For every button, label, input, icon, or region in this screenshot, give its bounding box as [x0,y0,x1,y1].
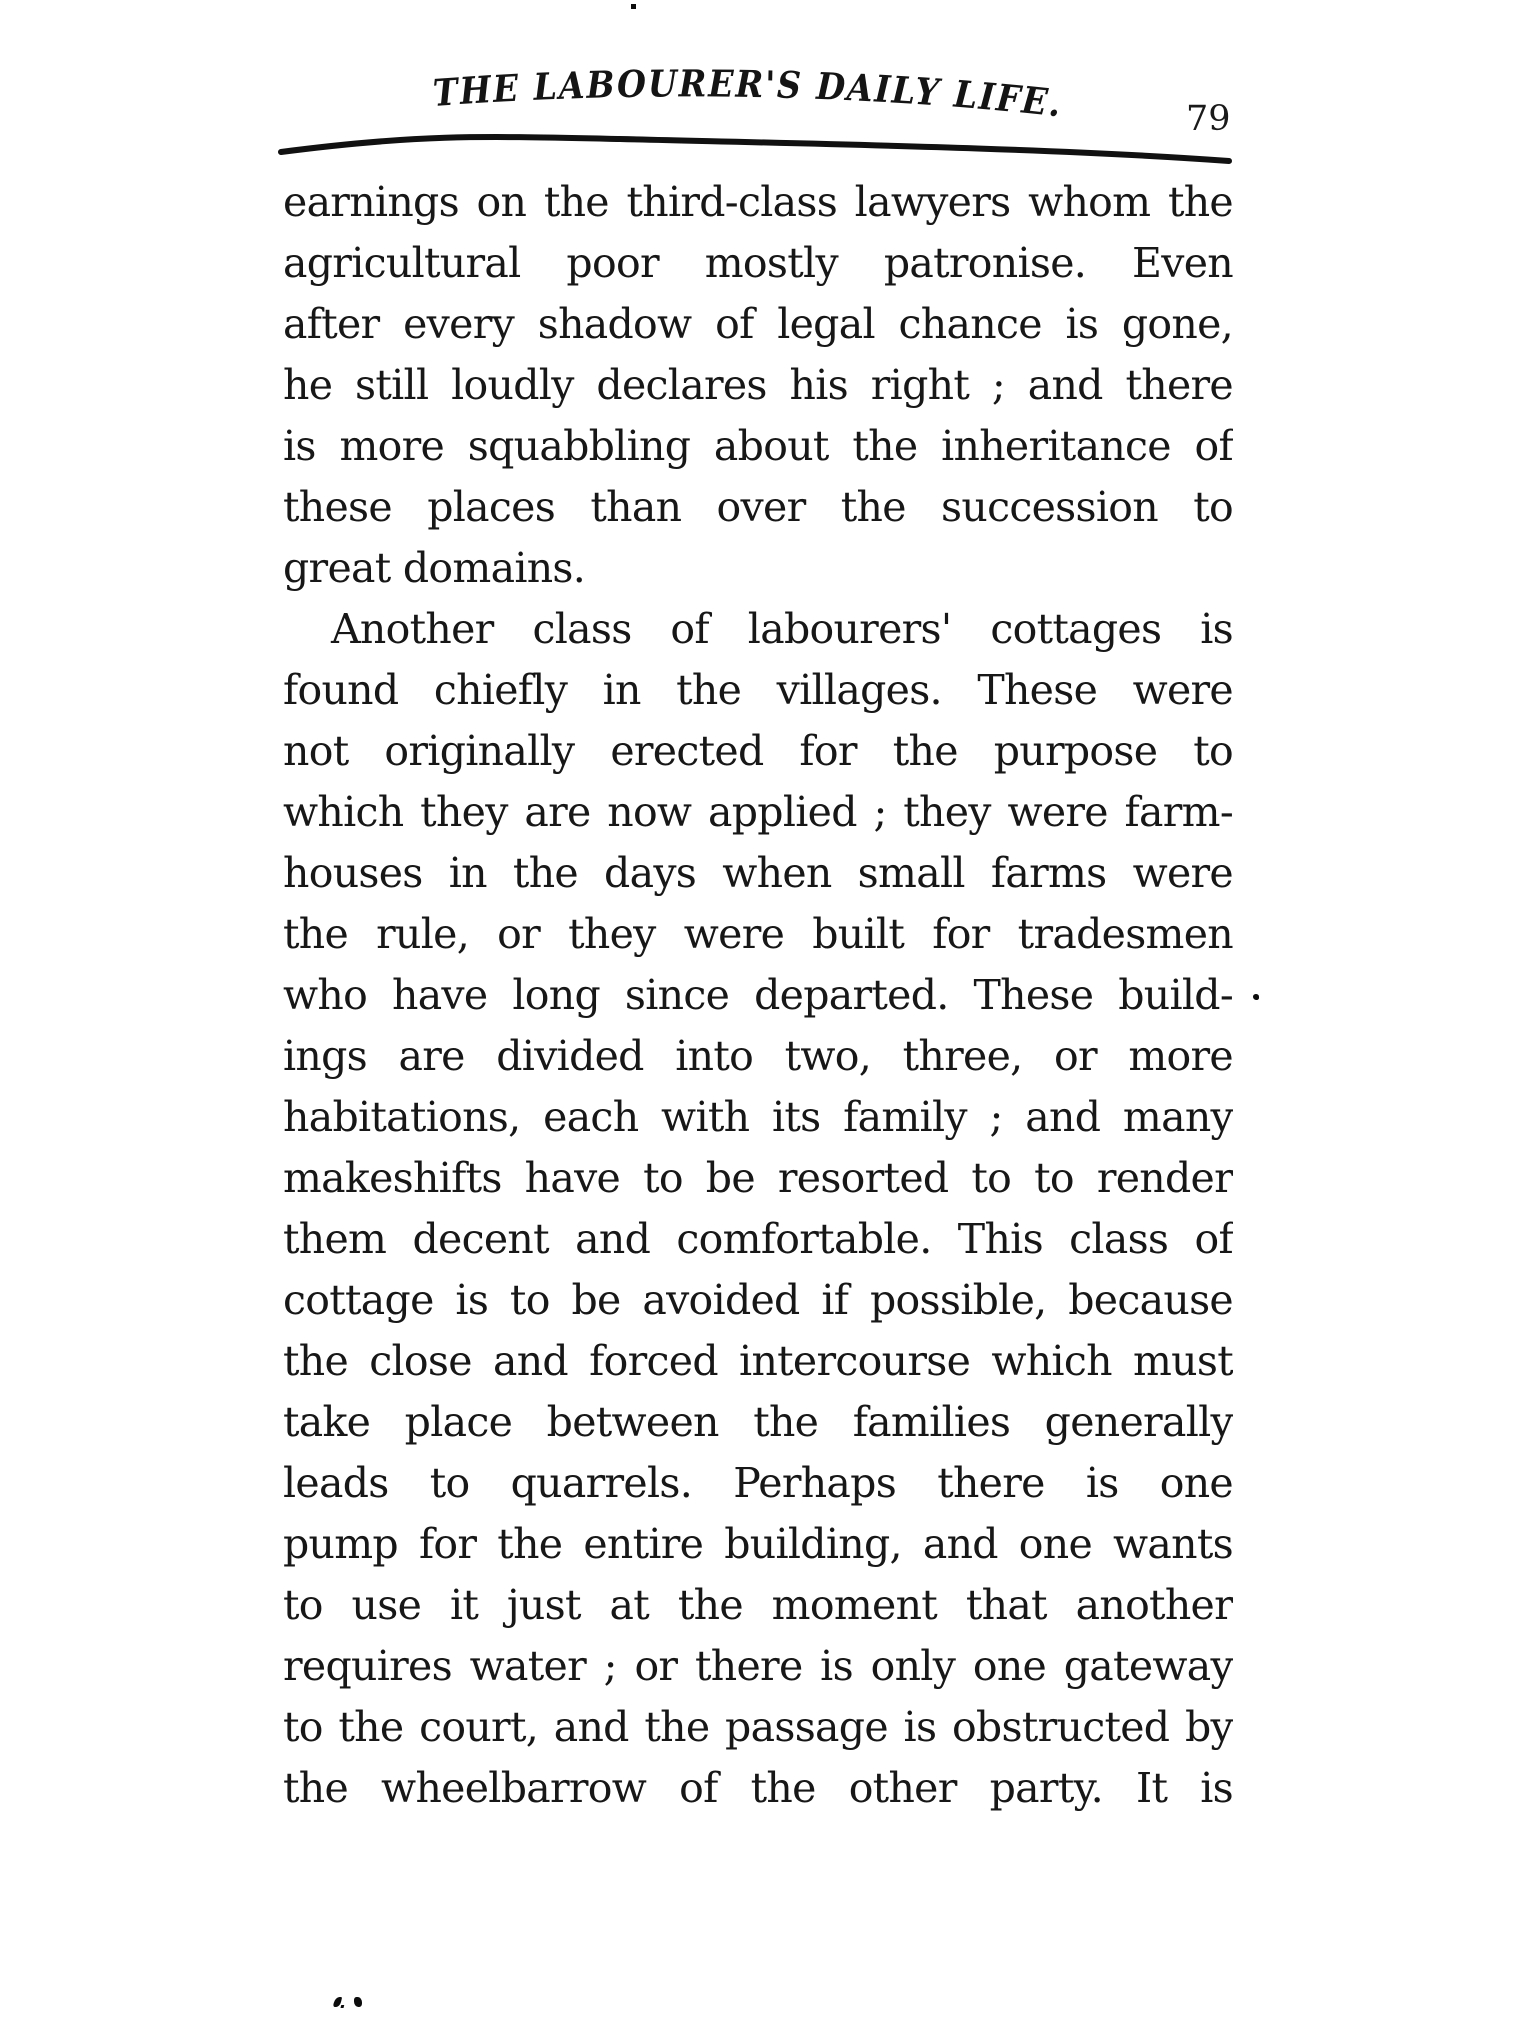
text-line: he still loudly declares his right ; and there [283,361,1233,409]
text-line: after every shadow of legal chance is gone, [283,300,1233,348]
page-number: 79 [1186,99,1231,139]
text-line: pump for the entire building, and one wants [283,1520,1233,1568]
text-line: them decent and comfortable. This class of [283,1215,1233,1263]
text-line: these places than over the succession to [283,483,1233,531]
scan-speck-bottom-left [333,1997,342,2007]
text-line: earnings on the third-class lawyers whom the [283,178,1233,226]
scan-speck-bottom-left [354,1997,362,2007]
scan-speck-top [631,4,636,9]
text-line: the close and forced intercourse which must [283,1337,1233,1385]
text-line: makeshifts have to be resorted to to render [283,1154,1233,1202]
text-line: not originally erected for the purpose to [283,727,1233,775]
text-line: to the court, and the passage is obstructed by [283,1703,1233,1751]
text-line: requires water ; or there is only one gateway [283,1642,1233,1690]
text-line: is more squabbling about the inheritance of [283,422,1233,470]
body-text [283,172,1233,1819]
text-line: take place between the families generally [283,1398,1233,1446]
running-head-title: THE LABOURER'S DAILY LIFE. [431,61,1067,126]
text-line: to use it just at the moment that another [283,1581,1233,1629]
text-line: which they are now applied ; they were farm- [283,788,1233,836]
header-rule [281,137,1229,161]
text-line: leads to quarrels. Perhaps there is one [283,1459,1233,1507]
text-line: houses in the days when small farms were [283,849,1233,897]
text-line: found chiefly in the villages. These were [283,666,1233,714]
text-line: habitations, each with its family ; and many [283,1093,1233,1141]
text-line: Another class of labourers' cottages is [331,605,1233,653]
text-line: who have long since departed. These build- [283,971,1233,1019]
text-line: cottage is to be avoided if possible, because [283,1276,1233,1324]
text-line: the rule, or they were built for tradesmen [283,910,1233,958]
text-line: the wheelbarrow of the other party. It is [283,1764,1233,1812]
text-line: great domains. [283,544,586,592]
scan-speck-right-margin [1253,994,1259,1000]
text-line: ings are divided into two, three, or more [283,1032,1233,1080]
text-line: agricultural poor mostly patronise. Even [283,239,1233,287]
